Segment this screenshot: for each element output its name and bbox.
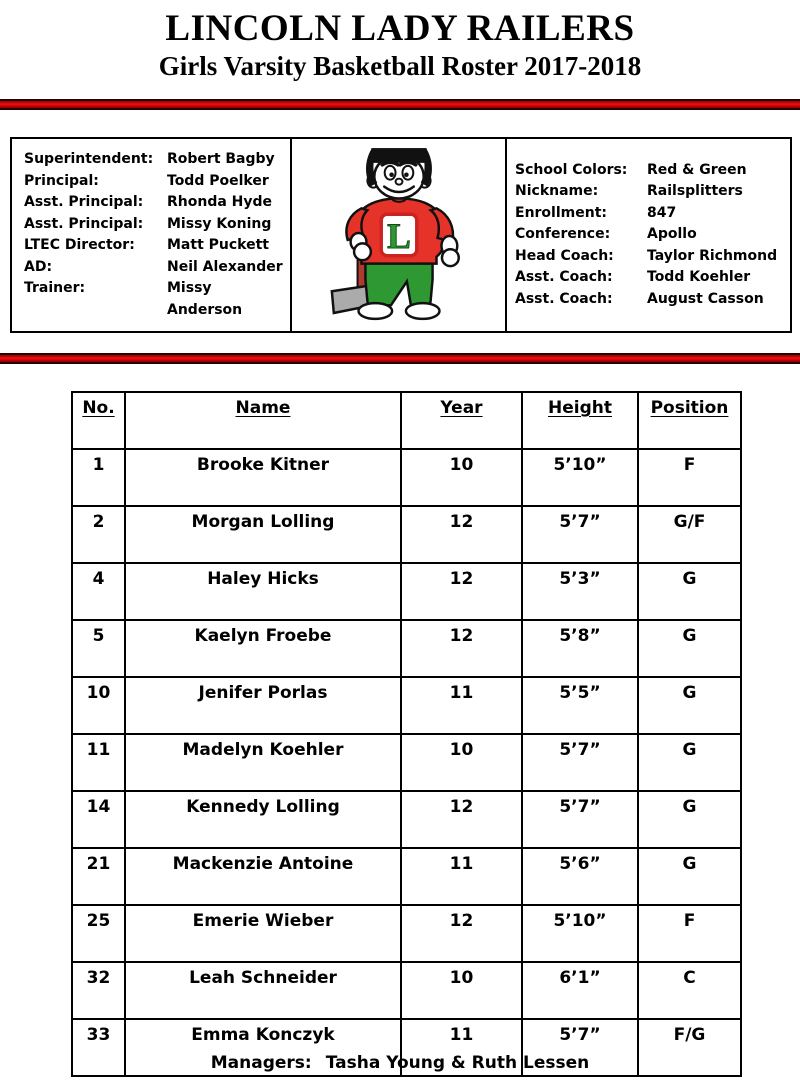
staff-label: Principal: xyxy=(24,172,99,189)
list-item xyxy=(24,192,290,214)
school-value: Red & Green xyxy=(647,161,747,178)
cell-height: 5’7” xyxy=(522,791,638,848)
staff-value: Robert Bagby xyxy=(167,151,275,167)
cell-height: 5’8” xyxy=(522,620,638,677)
cell-no: 11 xyxy=(72,734,125,791)
staff-value: Missy Koning xyxy=(167,215,272,232)
school-label: Conference: xyxy=(515,226,611,243)
cell-year: 11 xyxy=(401,848,522,905)
cell-name: Brooke Kitner xyxy=(125,449,401,506)
cell-height: 5’7” xyxy=(522,506,638,563)
cell-position: F xyxy=(638,449,741,506)
header-height: Height xyxy=(522,392,638,449)
page-title: LINCOLN LADY RAILERS xyxy=(165,8,635,49)
cell-position: G xyxy=(638,791,741,848)
header-name: Name xyxy=(125,392,401,449)
cell-name: Madelyn Koehler xyxy=(125,734,401,791)
cell-height: 5’6” xyxy=(522,848,638,905)
staff-info-cell xyxy=(11,138,291,332)
table-row xyxy=(72,506,741,563)
mascot-cell xyxy=(291,138,506,332)
cell-name: Emerie Wieber xyxy=(125,905,401,962)
cell-position: G xyxy=(638,677,741,734)
info-table xyxy=(10,137,792,333)
cell-no: 5 xyxy=(72,620,125,677)
staff-value: Todd Poelker xyxy=(167,172,269,189)
page-subtitle: Girls Varsity Basketball Roster 2017-2018 xyxy=(158,50,642,81)
cell-year: 11 xyxy=(401,677,522,734)
cell-no: 21 xyxy=(72,848,125,905)
cell-year: 11 xyxy=(401,1019,522,1076)
header-no: No. xyxy=(72,392,125,449)
staff-value: Matt Puckett xyxy=(167,237,269,253)
table-row xyxy=(72,734,741,791)
cell-height: 5’5” xyxy=(522,677,638,734)
list-item xyxy=(515,289,790,311)
mascot-image xyxy=(320,143,478,323)
cell-no: 32 xyxy=(72,962,125,1019)
cell-position: G xyxy=(638,620,741,677)
cell-height: 5’10” xyxy=(522,449,638,506)
school-value: Apollo xyxy=(647,226,697,243)
list-item xyxy=(515,246,790,268)
cell-position: C xyxy=(638,962,741,1019)
cell-year: 10 xyxy=(401,734,522,791)
red-divider-bottom xyxy=(0,353,800,364)
table-row xyxy=(72,791,741,848)
table-row xyxy=(72,905,741,962)
table-row xyxy=(72,848,741,905)
cell-year: 12 xyxy=(401,791,522,848)
cell-year: 12 xyxy=(401,563,522,620)
staff-info-list xyxy=(12,139,290,331)
table-row xyxy=(72,449,741,506)
table-header-row xyxy=(72,392,741,449)
cell-no: 1 xyxy=(72,449,125,506)
cell-no: 2 xyxy=(72,506,125,563)
cell-no: 33 xyxy=(72,1019,125,1076)
list-item xyxy=(515,160,790,182)
cell-position: G xyxy=(638,563,741,620)
school-label: Head Coach: xyxy=(515,247,614,264)
cell-position: G xyxy=(638,734,741,791)
mascot-pants xyxy=(365,260,432,307)
cell-height: 5’7” xyxy=(522,734,638,791)
cell-name: Kaelyn Froebe xyxy=(125,620,401,677)
staff-value: Rhonda Hyde xyxy=(167,194,273,210)
school-value: Taylor Richmond xyxy=(647,247,778,264)
staff-value: Missy Anderson xyxy=(167,280,243,318)
cell-year: 12 xyxy=(401,620,522,677)
cell-height: 5’3” xyxy=(522,563,638,620)
header-position: Position xyxy=(638,392,741,449)
managers-label: Managers: xyxy=(210,1053,312,1073)
cell-name: Kennedy Lolling xyxy=(125,791,401,848)
cell-position: F xyxy=(638,905,741,962)
staff-label: AD: xyxy=(24,258,53,275)
school-info-cell xyxy=(506,138,791,332)
list-item xyxy=(24,149,290,171)
cell-no: 25 xyxy=(72,905,125,962)
staff-label: Trainer: xyxy=(24,280,86,296)
table-row xyxy=(72,563,741,620)
cell-position: G xyxy=(638,848,741,905)
cell-height: 6’1” xyxy=(522,962,638,1019)
cell-name: Haley Hicks xyxy=(125,563,401,620)
school-value: Todd Koehler xyxy=(647,269,751,286)
cell-no: 14 xyxy=(72,791,125,848)
cell-name: Morgan Lolling xyxy=(125,506,401,563)
cell-name: Mackenzie Antoine xyxy=(125,848,401,905)
list-item xyxy=(515,267,790,289)
document-header xyxy=(0,8,800,82)
school-label: School Colors: xyxy=(515,161,628,178)
list-item xyxy=(515,203,790,225)
cell-year: 10 xyxy=(401,962,522,1019)
list-item xyxy=(515,224,790,246)
list-item xyxy=(24,214,290,236)
cell-no: 4 xyxy=(72,563,125,620)
table-row xyxy=(72,677,741,734)
school-value: August Casson xyxy=(647,290,764,307)
table-row xyxy=(72,962,741,1019)
staff-label: LTEC Director: xyxy=(24,237,135,253)
staff-label: Superintendent: xyxy=(24,151,154,167)
school-info-list xyxy=(507,139,790,331)
table-row xyxy=(72,620,741,677)
cell-no: 10 xyxy=(72,677,125,734)
badge-letter: L xyxy=(386,215,411,256)
list-item xyxy=(515,181,790,203)
school-value: 847 xyxy=(647,204,677,221)
roster-table xyxy=(71,391,742,1077)
school-label: Nickname: xyxy=(515,183,599,200)
list-item xyxy=(24,257,290,279)
list-item xyxy=(24,278,290,321)
school-label: Asst. Coach: xyxy=(515,290,613,307)
school-label: Asst. Coach: xyxy=(515,269,613,286)
school-label: Enrollment: xyxy=(515,204,607,221)
managers-line xyxy=(0,1053,800,1073)
list-item xyxy=(24,235,290,257)
managers-names: Tasha Young & Ruth Lessen xyxy=(325,1053,590,1073)
staff-value: Neil Alexander xyxy=(167,258,283,275)
cell-year: 12 xyxy=(401,506,522,563)
cell-name: Emma Konczyk xyxy=(125,1019,401,1076)
cell-name: Leah Schneider xyxy=(125,962,401,1019)
staff-label: Asst. Principal: xyxy=(24,194,144,210)
cell-year: 10 xyxy=(401,449,522,506)
cell-year: 12 xyxy=(401,905,522,962)
school-value: Railsplitters xyxy=(647,183,743,200)
mascot-fist xyxy=(354,243,371,260)
red-divider-top xyxy=(0,99,800,110)
cell-height: 5’7” xyxy=(522,1019,638,1076)
cell-name: Jenifer Porlas xyxy=(125,677,401,734)
list-item xyxy=(24,171,290,193)
header-year: Year xyxy=(401,392,522,449)
cell-position: F/G xyxy=(638,1019,741,1076)
cell-position: G/F xyxy=(638,506,741,563)
cell-height: 5’10” xyxy=(522,905,638,962)
staff-label: Asst. Principal: xyxy=(24,215,144,232)
